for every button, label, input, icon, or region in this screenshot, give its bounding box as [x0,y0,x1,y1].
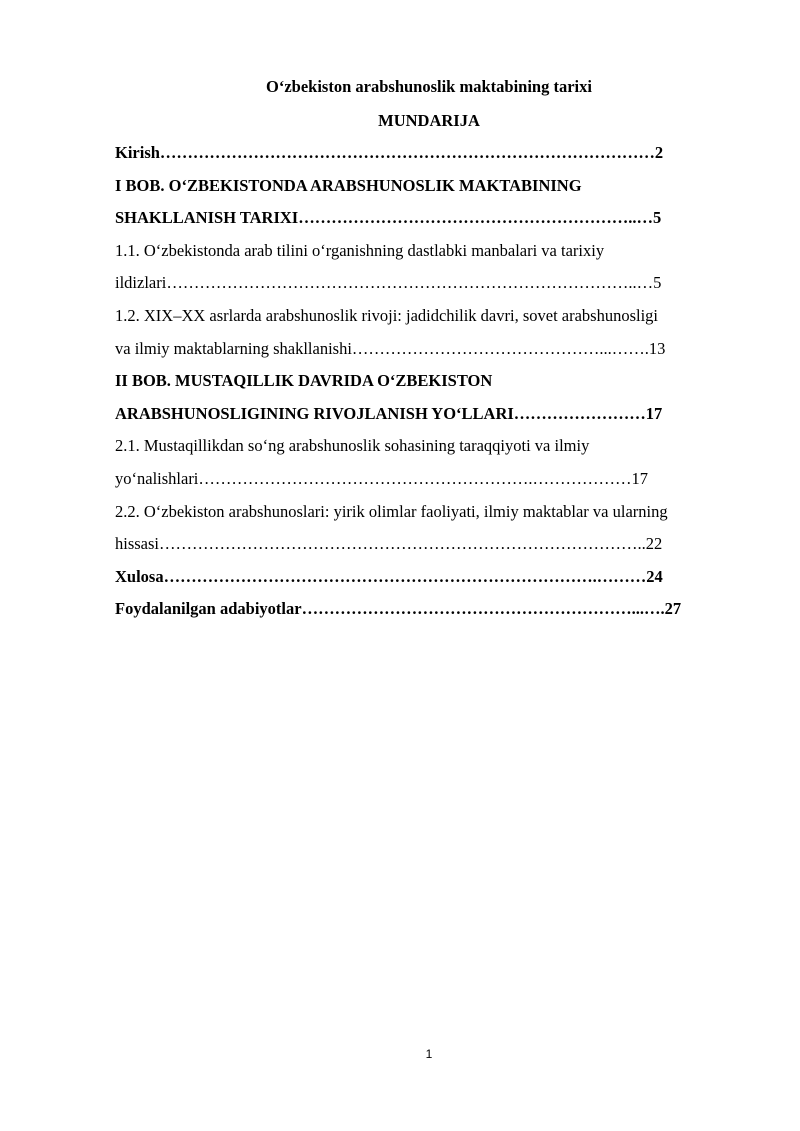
toc-line: 2.1. Mustaqillikdan so‘ng arabshunoslik sohasining taraqqiyoti va ilmiy [115,436,590,456]
page-number: 1 [425,1047,433,1061]
toc-line: va ilmiy maktablarning shakllanishi………………………………………...…….13 [115,338,666,358]
toc-entry-section-1-1 [115,235,743,300]
toc-line: I BOB. O‘ZBEKISTONDA ARABSHUNOSLIK MAKTABINING [115,175,582,195]
toc-heading: MUNDARIJA [378,111,480,130]
toc-entry-section-2-1 [115,430,743,495]
toc-entry-conclusion [115,561,743,594]
toc-entry-section-1-2 [115,300,743,365]
toc-line: yo‘nalishlari…………………………………………………….………………17 [115,468,649,488]
toc-line: II BOB. MUSTAQILLIK DAVRIDA O‘ZBEKISTON [115,371,493,391]
table-of-contents [115,137,743,626]
toc-line: ildizlari…………………………………………………………………………..…5 [115,273,662,293]
toc-line: 1.1. O‘zbekistonda arab tilini o‘rganishning dastlabki manbalari va tarixiy [115,240,605,260]
toc-line: 2.2. O‘zbekiston arabshunoslari: yirik olimlar faoliyati, ilmiy maktablar va ularning [115,501,668,521]
toc-entry-chapter-1 [115,170,743,235]
toc-line: Foydalanilgan adabiyotlar……………………………………………………...….27 [115,599,682,619]
toc-entry-chapter-2 [115,365,743,430]
toc-line: hissasi……………………………………………………………………………..22 [115,534,663,554]
toc-line: Xulosa…………………………………………………………………….………24 [115,566,663,586]
toc-line: SHAKLLANISH TARIXI……………………………………………………..…5 [115,208,662,228]
toc-entry-section-2-2 [115,496,743,561]
toc-entry-references [115,593,743,626]
document-title: O‘zbekiston arabshunoslik maktabining tarixi [266,77,592,96]
toc-entry-introduction [115,137,743,170]
toc-line: ARABSHUNOSLIGINING RIVOJLANISH YO‘LLARI……………………17 [115,403,663,423]
toc-line: 1.2. XIX–XX asrlarda arabshunoslik rivoji: jadidchilik davri, sovet arabshunosligi [115,305,659,325]
toc-line: Kirish………………………………………………………………………………2 [115,143,664,162]
